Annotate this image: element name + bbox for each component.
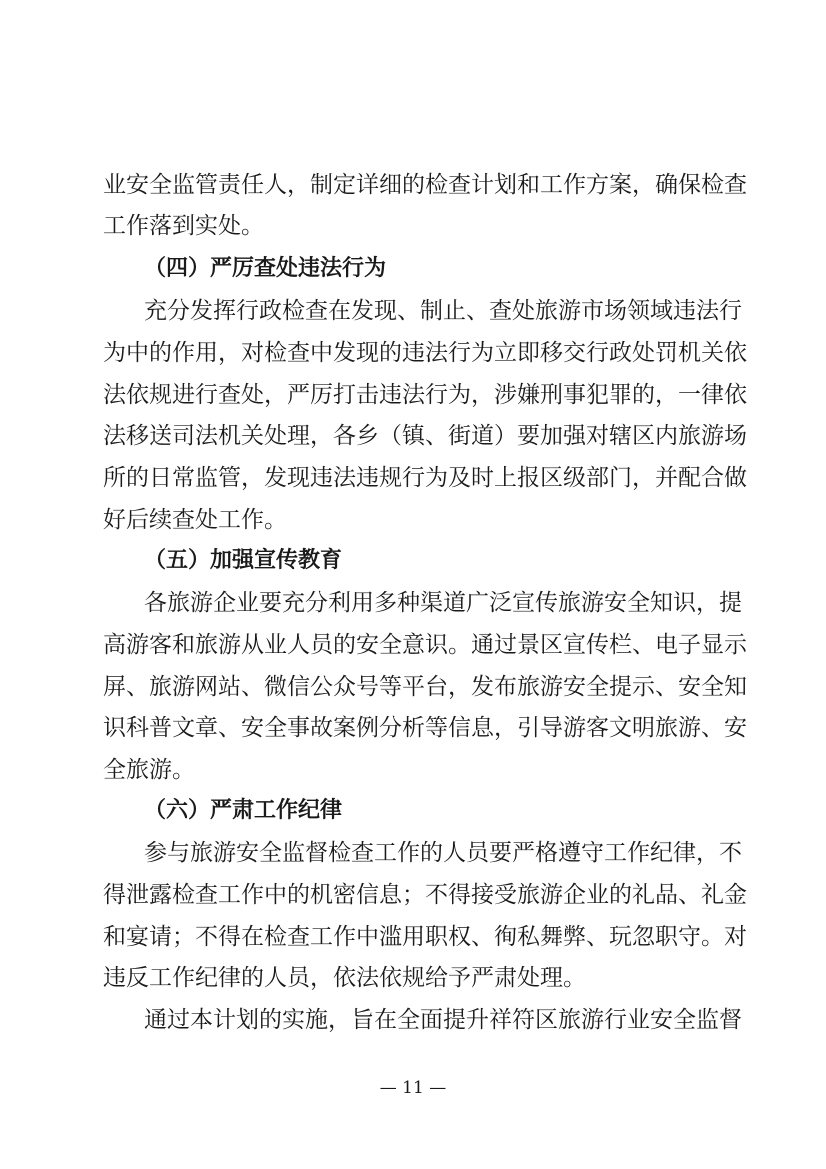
section-heading-6: （六）严肃工作纪律 [144, 798, 343, 823]
paragraph-line: 通过本计划的实施，旨在全面提升祥符区旅游行业安全监督 [144, 1007, 742, 1033]
paragraph-line: 违反工作纪律的人员，依法依规给予严肃处理。 [103, 965, 586, 991]
section-heading-4: （四）严厉查处违法行为 [144, 256, 387, 281]
page-number: — 11 — [379, 1078, 447, 1098]
paragraph-line: 为中的作用，对检查中发现的违法行为立即移交行政处罚机关依 [103, 340, 747, 366]
paragraph-line: 识科普文章、安全事故案例分析等信息，引导游客文明旅游、安 [103, 715, 747, 741]
paragraph-line: 所的日常监管，发现违法违规行为及时上报区级部门，并配合做 [103, 465, 747, 491]
paragraph-line: 和宴请；不得在检查工作中滥用职权、徇私舞弊、玩忽职守。对 [103, 924, 747, 950]
paragraph-line: 得泄露检查工作中的机密信息；不得接受旅游企业的礼品、礼金 [103, 882, 747, 908]
paragraph-line: 法依规进行查处，严厉打击违法行为，涉嫌刑事犯罪的，一律依 [103, 382, 747, 408]
paragraph-line: 高游客和旅游从业人员的安全意识。通过景区宣传栏、电子显示 [103, 632, 747, 658]
paragraph-line: 各旅游企业要充分利用多种渠道广泛宣传旅游安全知识，提 [144, 590, 742, 616]
paragraph-line: 充分发挥行政检查在发现、制止、查处旅游市场领域违法行 [144, 298, 742, 324]
section-heading-5: （五）加强宣传教育 [144, 548, 343, 573]
paragraph-line: 法移送司法机关处理，各乡（镇、街道）要加强对辖区内旅游场 [103, 423, 747, 449]
paragraph-line: 工作落到实处。 [103, 213, 264, 239]
paragraph-line: 好后续查处工作。 [103, 507, 287, 533]
paragraph-line: 屏、旅游网站、微信公众号等平台，发布旅游安全提示、安全知 [103, 674, 747, 700]
paragraph-line: 业安全监管责任人，制定详细的检查计划和工作方案，确保检查 [103, 172, 747, 198]
paragraph-line: 参与旅游安全监督检查工作的人员要严格遵守工作纪律，不 [144, 840, 742, 866]
paragraph-line: 全旅游。 [103, 757, 195, 783]
